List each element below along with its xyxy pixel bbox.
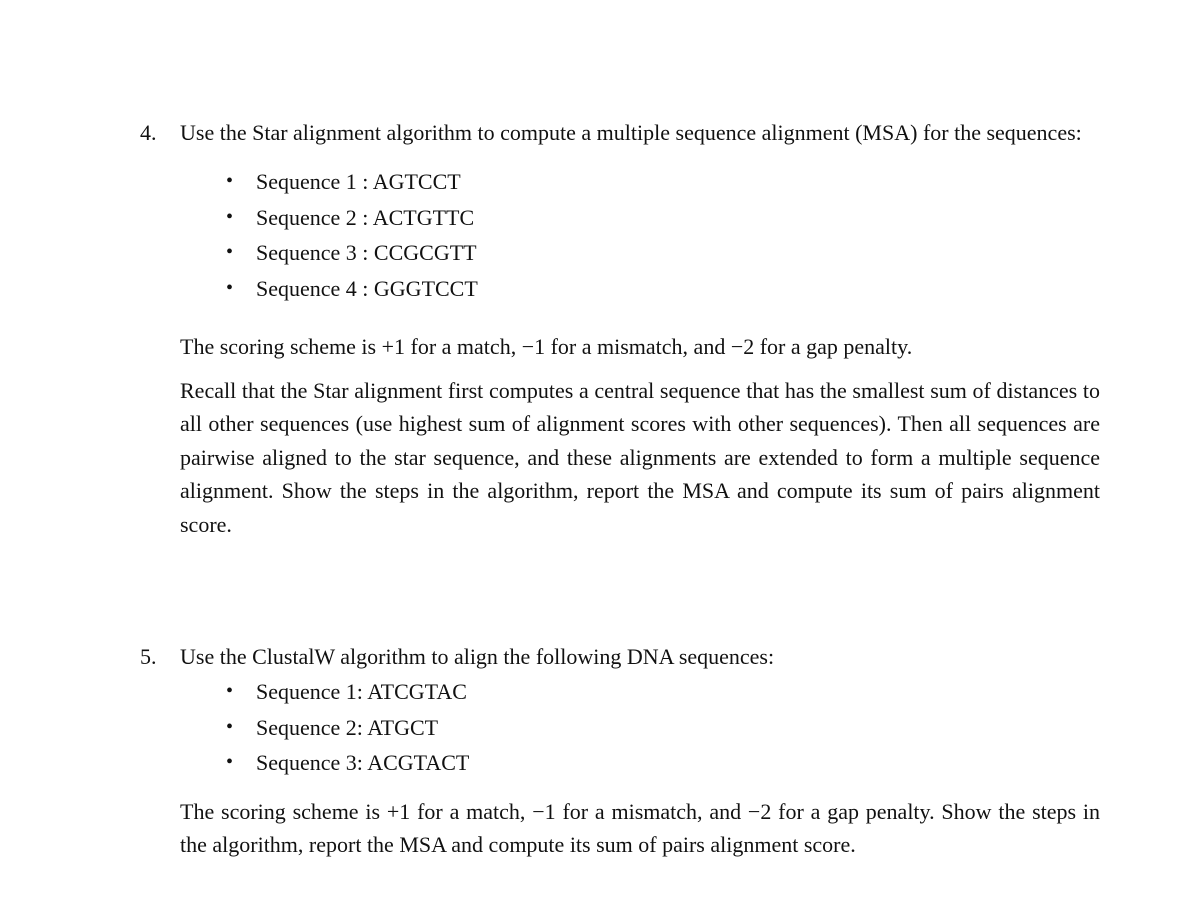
question-4-header [140,116,1100,150]
question-number: 5. [140,644,157,669]
sequence-text: Sequence 3 : CCGCGTT [256,240,477,265]
sequence-text: Sequence 4 : GGGTCCT [256,275,478,301]
bullet-icon: • [226,170,234,192]
sequence-text: Sequence 1: ATCGTAC [256,679,467,704]
recall-paragraph: Recall that the Star alignment first computes a central sequence that has the smallest sum of distances to all other sequences (use highest sum of alignment scores with other sequences). Then all sequences are pairwise aligned to the star sequence, and these alignments are extended to form a multiple sequence alignment. Show the steps in the algorithm, report the MSA and compute its sum of pairs alignment score. [180,377,1100,537]
question-prompt: Use the ClustalW algorithm to align the following DNA sequences: [180,644,775,669]
list-item [140,674,1100,710]
question-5-header [140,640,1100,674]
bullet-icon: • [226,205,234,228]
scoring-scheme-paragraph: The scoring scheme is +1 for a match, −1 for a mismatch, and −2 for a gap penalty. [180,334,913,359]
sequence-text: Sequence 1 : AGTCCT [256,169,461,194]
sequence-list [140,164,1100,306]
list-item [140,271,1100,307]
bullet-icon: • [226,276,234,299]
sequence-text: Sequence 2: ATGCT [256,714,439,740]
sequence-text: Sequence 3: ACGTACT [256,750,470,775]
scoring-scheme-paragraph: The scoring scheme is +1 for a match, −1 for a mismatch, and −2 for a gap penalty. Show the steps in the algorithm, report the MSA and compute its sum of pairs alignment score. [180,798,1100,857]
list-item [140,200,1100,236]
bullet-icon: • [226,751,234,773]
question-4 [140,116,1100,541]
sequence-text: Sequence 2 : ACTGTTC [256,204,475,230]
list-item [140,164,1100,200]
bullet-icon: • [226,715,234,738]
list-item [140,745,1100,781]
question-5 [140,640,1100,862]
list-item [140,235,1100,271]
question-prompt: Use the Star alignment algorithm to compute a multiple sequence alignment (MSA) for the sequences: [180,120,1082,145]
question-number: 4. [140,120,157,145]
bullet-icon: • [226,241,234,263]
bullet-icon: • [226,680,234,702]
list-item [140,710,1100,746]
sequence-list [140,674,1100,781]
